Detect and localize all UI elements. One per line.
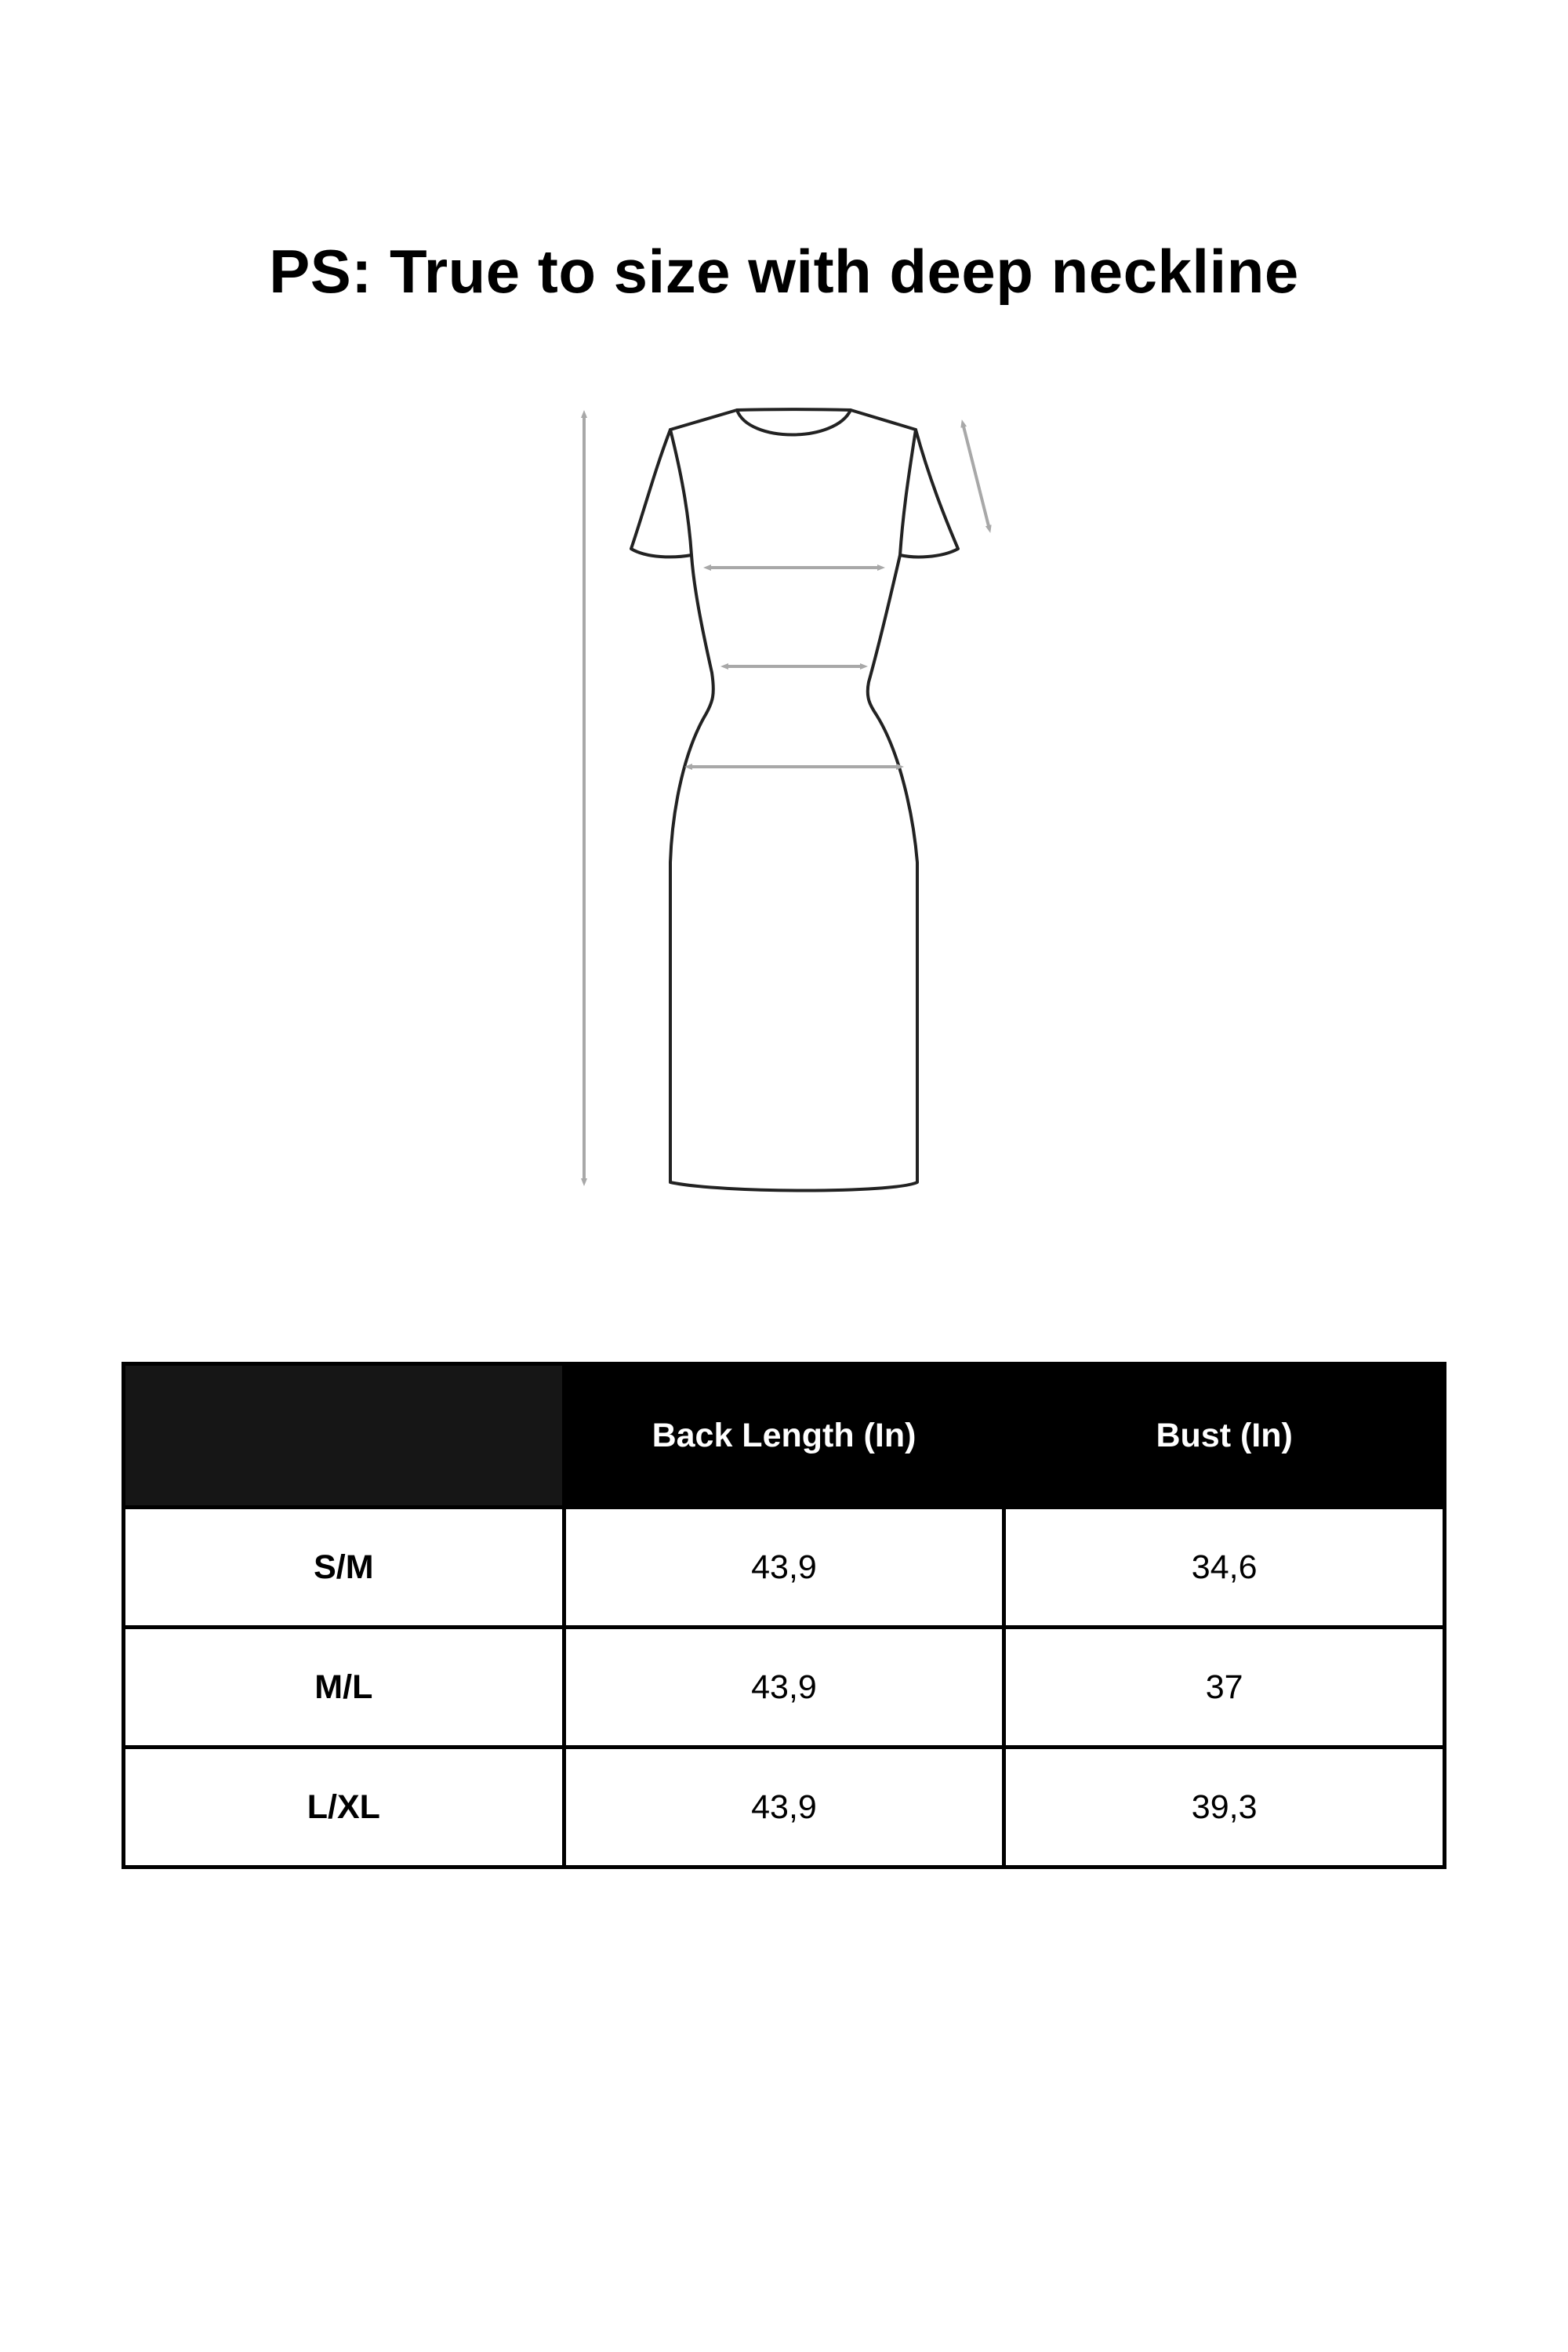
size-label-cell: M/L [124, 1628, 564, 1748]
header-bust: Bust (In) [1004, 1364, 1445, 1508]
header-back-length: Back Length (In) [564, 1364, 1004, 1508]
sleeve-arrow-icon [963, 423, 989, 529]
table-header-row [124, 1364, 1445, 1508]
bust-cell: 39,3 [1004, 1748, 1445, 1867]
back-length-cell: 43,9 [564, 1508, 1004, 1628]
size-label-cell: S/M [124, 1508, 564, 1628]
dress-outline-icon [631, 409, 958, 1190]
table-row [124, 1748, 1445, 1867]
header-corner-cell [124, 1364, 564, 1508]
bust-cell: 37 [1004, 1628, 1445, 1748]
table-row [124, 1628, 1445, 1748]
back-length-cell: 43,9 [564, 1628, 1004, 1748]
table-row [124, 1508, 1445, 1628]
page-title: PS: True to size with deep neckline [269, 237, 1299, 306]
bust-cell: 34,6 [1004, 1508, 1445, 1628]
size-label-cell: L/XL [124, 1748, 564, 1867]
back-length-cell: 43,9 [564, 1748, 1004, 1867]
size-chart-table [122, 1362, 1446, 1869]
